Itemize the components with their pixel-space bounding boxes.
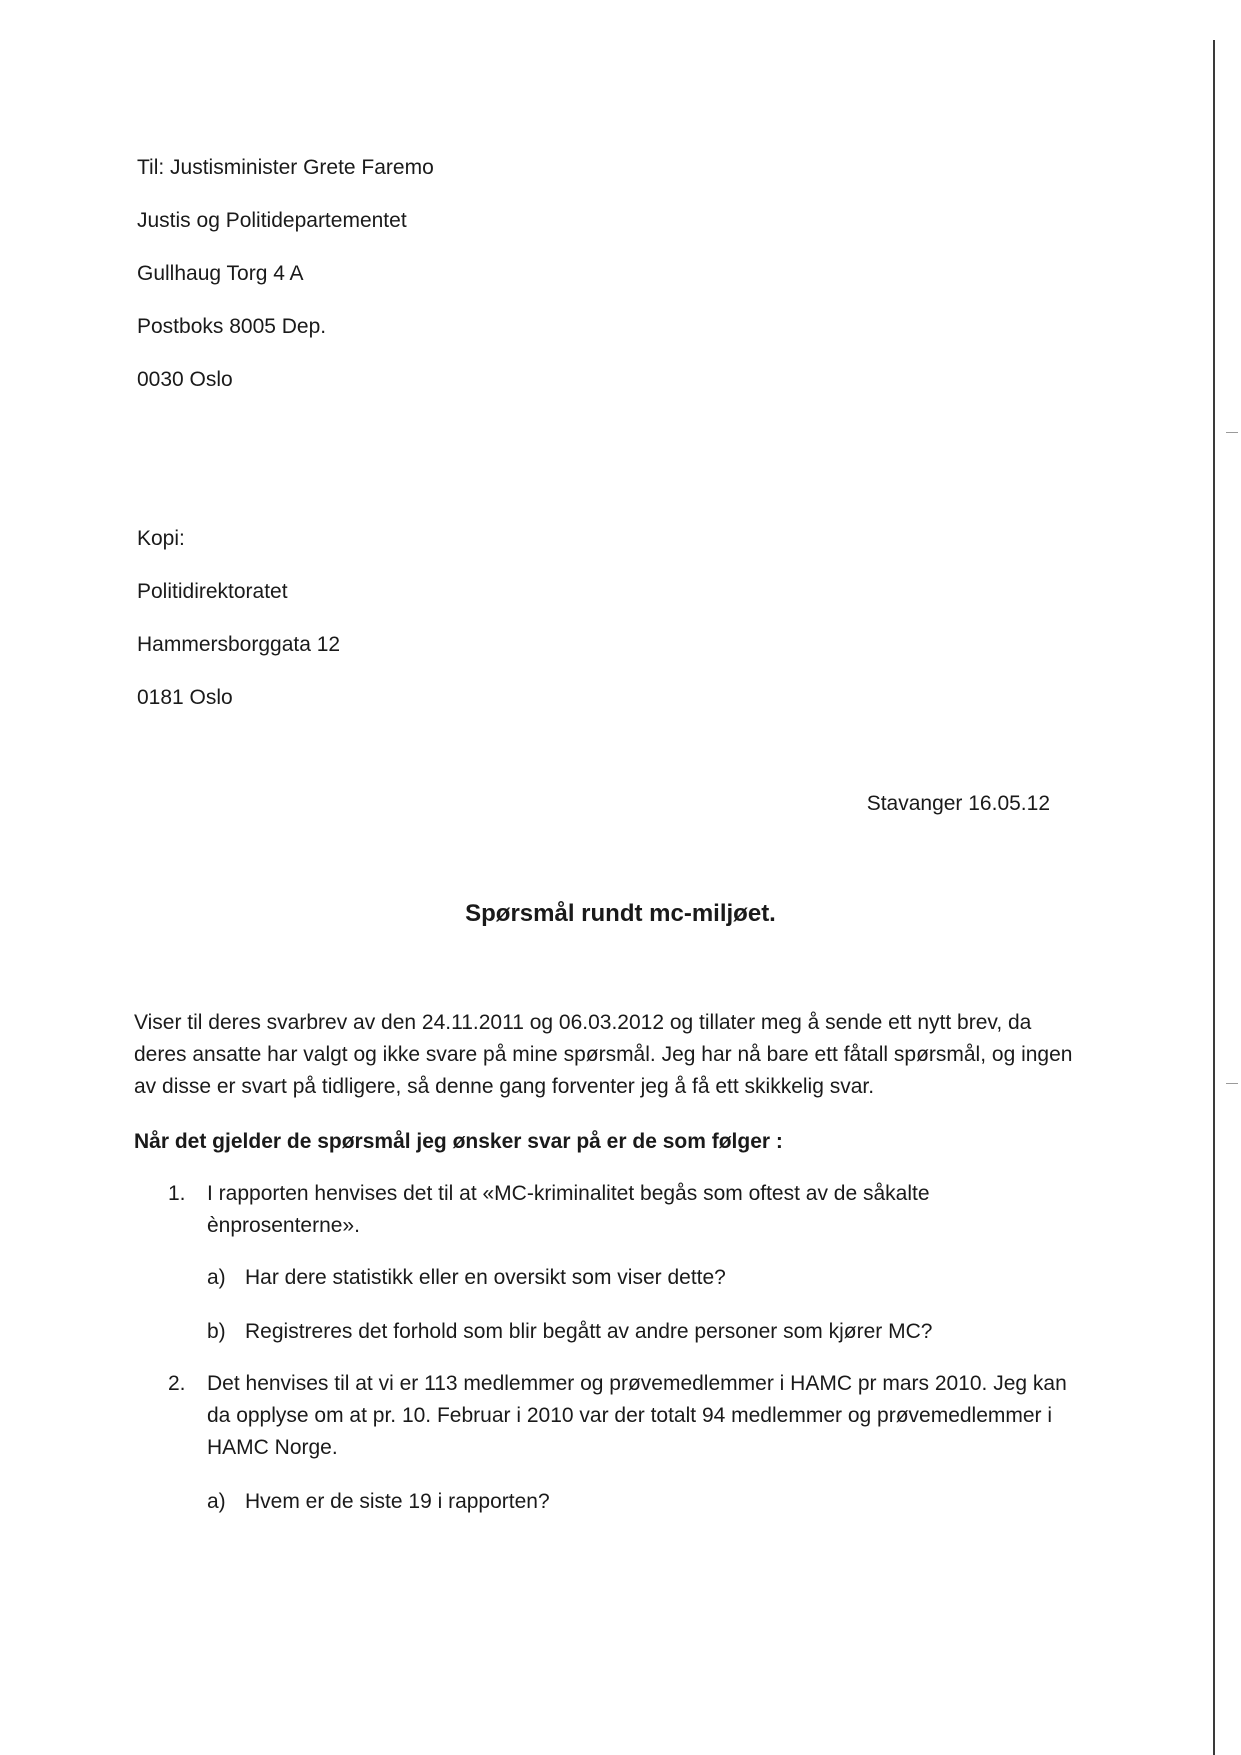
page-edge-tick — [1226, 432, 1238, 433]
recipient-line: 0030 Oslo — [137, 368, 233, 391]
sub-question-marker: a) — [207, 1490, 226, 1513]
recipient-line: Gullhaug Torg 4 A — [137, 262, 304, 285]
question-line: Det henvises til at vi er 113 medlemmer og prøvemedlemmer i HAMC pr mars 2010. Jeg kan — [207, 1372, 1067, 1395]
page-title: Spørsmål rundt mc-miljøet. — [465, 900, 776, 927]
intro-line: Viser til deres svarbrev av den 24.11.2011 og 06.03.2012 og tillater meg å sende ett nytt brev, da — [134, 1011, 1032, 1034]
question-line: I rapporten henvises det til at «MC-kriminalitet begås som oftest av de såkalte — [207, 1182, 930, 1205]
question-line: HAMC Norge. — [207, 1436, 338, 1459]
question-line: ènprosenterne». — [207, 1214, 360, 1237]
sub-question-marker: a) — [207, 1266, 226, 1289]
copy-line: Hammersborggata 12 — [137, 633, 341, 656]
recipient-line: Justis og Politidepartementet — [137, 209, 407, 232]
intro-line: av disse er svart på tidligere, så denne gang forventer jeg å få ett skikkelig svar. — [134, 1075, 875, 1098]
question-number: 1. — [168, 1182, 186, 1205]
date-line: Stavanger 16.05.12 — [866, 792, 1050, 815]
sub-question-text: Har dere statistikk eller en oversikt som viser dette? — [245, 1266, 726, 1289]
copy-label: Kopi: — [137, 527, 185, 550]
sub-question-marker: b) — [207, 1320, 226, 1343]
sub-question-text: Registreres det forhold som blir begått av andre personer som kjører MC? — [245, 1320, 933, 1343]
copy-line: 0181 Oslo — [137, 686, 233, 709]
intro-line: deres ansatte har valgt og ikke svare på mine spørsmål. Jeg har nå bare ett fåtall spørsmål, og ingen — [134, 1043, 1073, 1066]
copy-line: Politidirektoratet — [137, 580, 288, 603]
page-edge-line — [1213, 40, 1215, 1755]
question-number: 2. — [168, 1372, 186, 1395]
page-edge-tick — [1226, 1083, 1238, 1084]
question-line: da opplyse om at pr. 10. Februar i 2010 var der totalt 94 medlemmer og prøvemedlemmer i — [207, 1404, 1053, 1427]
sub-question-text: Hvem er de siste 19 i rapporten? — [245, 1490, 550, 1513]
questions-heading: Når det gjelder de spørsmål jeg ønsker svar på er de som følger : — [134, 1130, 783, 1153]
recipient-line: Til: Justisminister Grete Faremo — [137, 156, 434, 179]
recipient-line: Postboks 8005 Dep. — [137, 315, 327, 338]
